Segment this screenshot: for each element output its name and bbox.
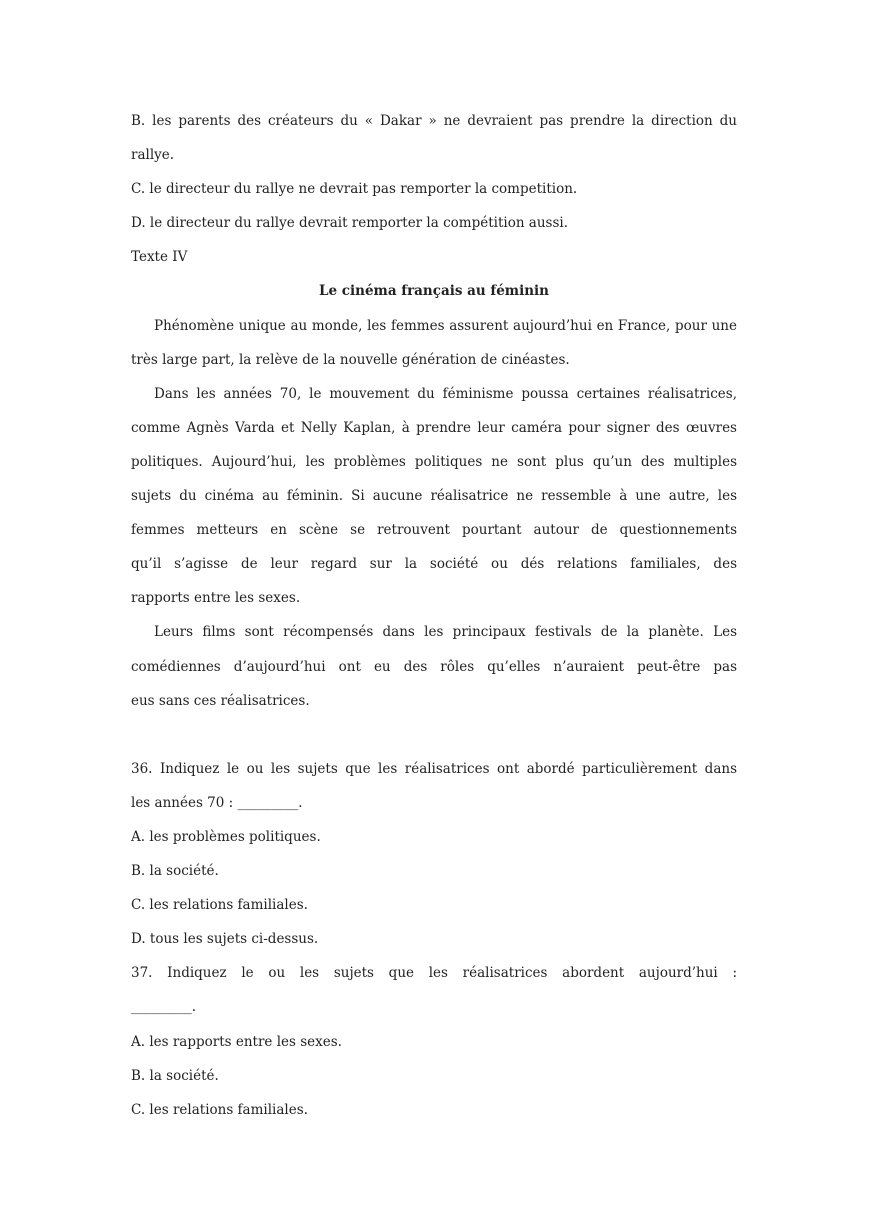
document-page [131,104,737,1127]
prev-question-option-d: D. le directeur du rallye devrait remporter la compétition aussi. [131,215,569,232]
q37-option-b: B. la société. [131,1067,219,1084]
article-title: Le cinéma français au féminin [319,283,549,300]
q36-option-b: B. la société. [131,863,219,880]
article-line: Dans les années 70, le mouvement du féminisme poussa certaines réalisatrices, [154,385,737,402]
q37-option-c: C. les relations familiales. [131,1101,308,1118]
q36-stem-line2: les années 70 : _________. [131,794,303,811]
article-line: Leurs films sont récompensés dans les principaux festivals de la planète. Les [154,624,737,641]
article-line: comédiennes d’aujourd’hui ont eu des rôles qu’elles n’auraient peut-être pas [131,658,737,675]
spacer [131,718,737,752]
prev-question-option-b-line2: rallye. [131,147,175,164]
article-line: sujets du cinéma au féminin. Si aucune réalisatrice ne ressemble à une autre, les [131,488,737,505]
article-line: rapports entre les sexes. [131,590,301,607]
prev-question-option-b-line1: B. les parents des créateurs du « Dakar » ne devraient pas prendre la direction du [131,113,737,129]
q37-stem-line2: _________. [131,999,197,1016]
article-line: politiques. Aujourd’hui, les problèmes politiques ne sont plus qu’un des multiples [131,453,737,470]
q36-option-c: C. les relations familiales. [131,897,308,914]
q36-option-a: A. les problèmes politiques. [131,828,321,845]
q36-option-d: D. tous les sujets ci-dessus. [131,931,319,948]
article-line: femmes metteurs en scène se retrouvent pourtant autour de questionnements [131,522,737,539]
q37-option-a: A. les rapports entre les sexes. [131,1033,342,1050]
article-line: eus sans ces réalisatrices. [131,692,310,709]
article-line: Phénomène unique au monde, les femmes assurent aujourd’hui en France, pour une [154,317,737,334]
q36-stem-line1: 36. Indiquez le ou les sujets que les réalisatrices ont abordé particulièrement dans [131,760,737,777]
q37-stem-line1: 37. Indiquez le ou les sujets que les réalisatrices abordent aujourd’hui : [131,965,737,982]
article-line: qu’il s’agisse de leur regard sur la société ou dés relations familiales, des [131,556,737,573]
prev-question-option-c: C. le directeur du rallye ne devrait pas remporter la competition. [131,181,578,198]
article-line: comme Agnès Varda et Nelly Kaplan, à prendre leur caméra pour signer des œuvres [131,419,737,436]
text-label: Texte IV [131,249,188,266]
article-line: très large part, la relève de la nouvelle génération de cinéastes. [131,351,570,368]
